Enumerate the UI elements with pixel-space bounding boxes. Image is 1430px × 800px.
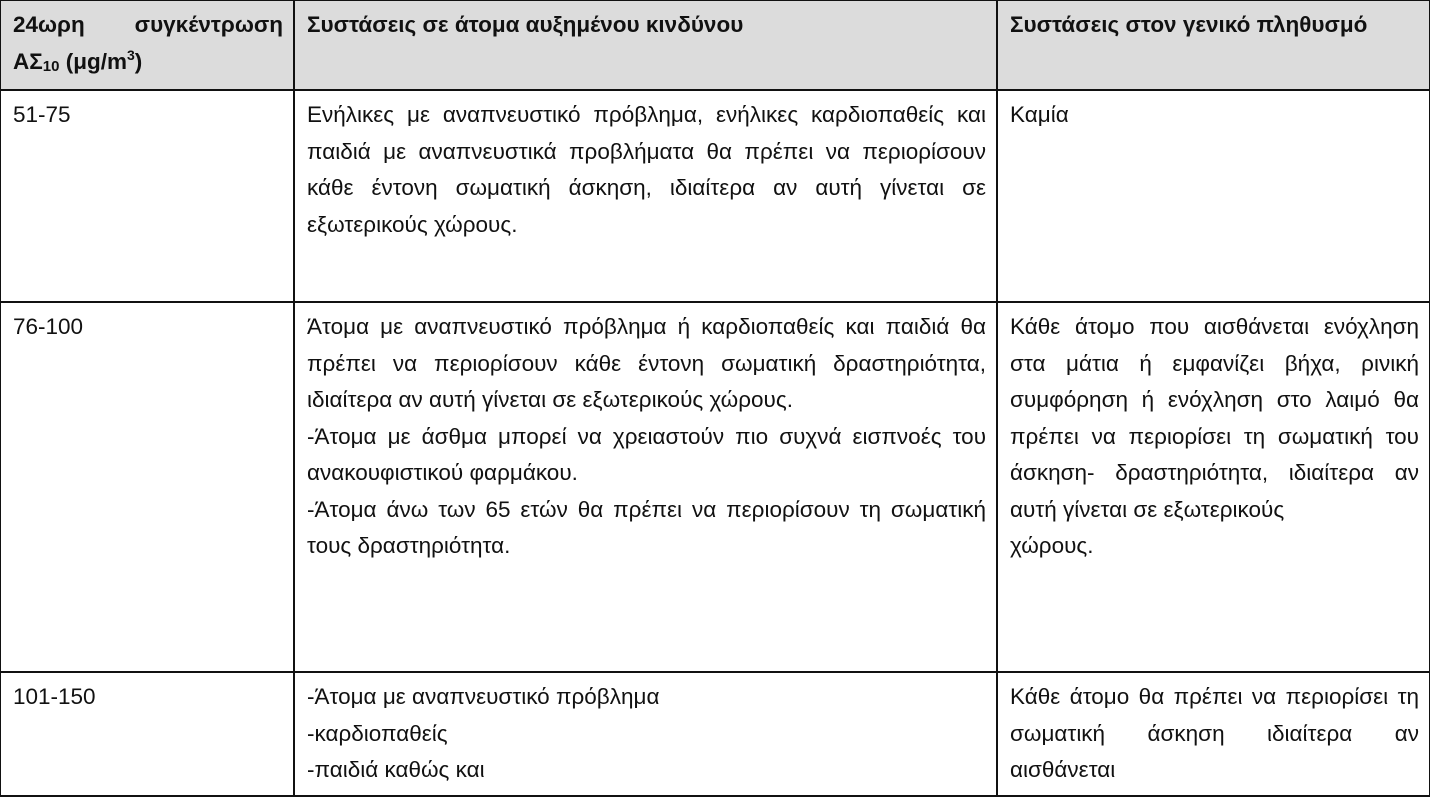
concentration-range-cell: 51-75 (0, 90, 294, 302)
risk-recommendation-cell (294, 302, 997, 672)
header-row (0, 0, 1430, 90)
risk-paragraph: -παιδιά καθώς και (307, 757, 485, 782)
risk-paragraph: -Άτομα με άσθμα μπορεί να χρειαστούν πιο συχνά εισπνοές του ανακουφιστικού φαρμάκου. (307, 423, 986, 485)
risk-recommendation-cell (294, 672, 997, 796)
general-paragraph: Κάθε άτομο που αισθάνεται ενόχληση στα μάτια ή εμφανίζει βήχα, ρινική συμφόρηση ή ενόχληση στο λαιμό θα πρέπει να περιορίσει τη σωματική του άσκηση- δραστηριότητα, ιδιαίτερα αν αυτή γίνεται σε εξωτερικούς (1010, 314, 1419, 522)
general-paragraph: χώρους. (1010, 533, 1094, 558)
general-recommendation-cell (997, 672, 1430, 796)
general-paragraph: Κάθε άτομο θα πρέπει να περιορίσει τη σωματική άσκηση ιδιαίτερα αν αισθάνεται (1010, 684, 1419, 782)
header-risk-recommendations: Συστάσεις σε άτομα αυξημένου κινδύνου (294, 0, 997, 90)
table-row (0, 90, 1430, 302)
table-body (0, 90, 1430, 796)
risk-recommendation-cell (294, 90, 997, 302)
header-unit-open: (μg/m (59, 48, 127, 74)
header-ae-symbol: ΑΣ (13, 48, 43, 74)
risk-paragraph: -Άτομα με αναπνευστικό πρόβλημα (307, 684, 660, 709)
general-paragraph: Καμία (1010, 102, 1069, 127)
risk-paragraph: Ενήλικες με αναπνευστικό πρόβλημα, ενήλικες καρδιοπαθείς και παιδιά με αναπνευστικά προβλήματα θα πρέπει να περιορίσουν κάθε έντονη σωματική άσκηση, ιδιαίτερα αν αυτή γίνεται σε εξωτερικούς χώρους. (307, 102, 986, 237)
header-concentration (0, 0, 294, 90)
header-unit-superscript: 3 (126, 46, 135, 63)
risk-paragraph: -Άτομα άνω των 65 ετών θα πρέπει να περιορίσουν τη σωματική τους δραστηριότητα. (307, 496, 986, 558)
header-concentration-line1: 24ωρη συγκέντρωση (13, 12, 283, 37)
header-unit-close: ) (134, 48, 143, 74)
concentration-range-cell: 101-150 (0, 672, 294, 796)
table-header (0, 0, 1430, 90)
header-general-recommendations: Συστάσεις στον γενικό πληθυσμό (997, 0, 1430, 90)
header-concentration-line2 (13, 44, 283, 84)
table-row (0, 672, 1430, 796)
general-recommendation-cell (997, 302, 1430, 672)
general-recommendation-cell (997, 90, 1430, 302)
concentration-range-cell: 76-100 (0, 302, 294, 672)
header-ae-subscript: 10 (42, 57, 60, 75)
risk-paragraph: -καρδιοπαθείς (307, 720, 448, 746)
table-row (0, 302, 1430, 672)
risk-paragraph: Άτομα με αναπνευστικό πρόβλημα ή καρδιοπαθείς και παιδιά θα πρέπει να περιορίσουν κάθε έντονη σωματική δραστηριότητα, ιδιαίτερα αν αυτή γίνεται σε εξωτερικούς χώρους. (307, 314, 986, 412)
